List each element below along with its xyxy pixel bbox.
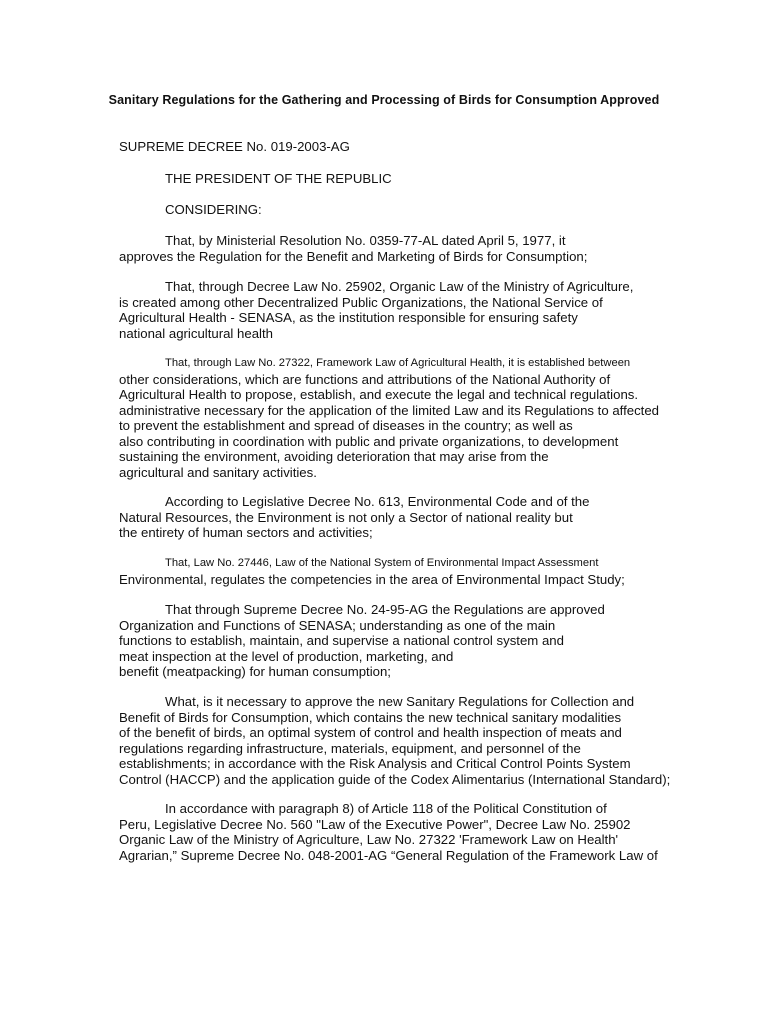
paragraph-line: functions to establish, maintain, and supervise a national control system and xyxy=(119,633,564,648)
paragraph-3 xyxy=(119,356,659,480)
paragraph-line: establishments; in accordance with the Risk Analysis and Critical Control Points System xyxy=(119,756,631,771)
paragraph-line: approves the Regulation for the Benefit and Marketing of Birds for Consumption; xyxy=(119,248,588,264)
paragraph-line: sustaining the environment, avoiding deterioration that may arise from the xyxy=(119,449,549,464)
paragraph-line: Benefit of Birds for Consumption, which contains the new technical sanitary modalities xyxy=(119,709,622,725)
paragraph-line: Environmental, regulates the competencies in the area of Environmental Impact Study; xyxy=(119,571,625,587)
decree-heading xyxy=(119,139,350,155)
paragraph-line: That, through Law No. 27322, Framework Law of Agricultural Health, it is established between xyxy=(165,357,631,369)
paragraph-5 xyxy=(119,556,625,587)
paragraph-line: the entirety of human sectors and activities; xyxy=(119,525,373,540)
paragraph-line: other considerations, which are functions and attributions of the National Authority of xyxy=(119,371,611,387)
paragraph-line: Organization and Functions of SENASA; understanding as one of the main xyxy=(119,617,556,633)
president-text: THE PRESIDENT OF THE REPUBLIC xyxy=(165,171,392,186)
paragraph-line: What, is it necessary to approve the new Sanitary Regulations for Collection and xyxy=(165,694,635,709)
paragraph-line: Agricultural Health to propose, establish, and execute the legal and technical regulations. xyxy=(119,387,639,402)
paragraph-line: That, Law No. 27446, Law of the National System of Environmental Impact Assessment xyxy=(165,557,599,569)
paragraph-6 xyxy=(119,602,605,680)
considering-text: CONSIDERING: xyxy=(165,202,262,217)
paragraph-line: to prevent the establishment and spread of diseases in the country; as well as xyxy=(119,418,573,433)
paragraph-line: national agricultural health xyxy=(119,325,273,341)
paragraph-line: That, by Ministerial Resolution No. 0359-77-AL dated April 5, 1977, it xyxy=(165,233,566,248)
paragraph-line: Agrarian,” Supreme Decree No. 048-2001-AG “General Regulation of the Framework Law of xyxy=(119,847,658,863)
paragraph-1 xyxy=(119,233,587,264)
paragraph-line: of the benefit of birds, an optimal system of control and health inspection of meats and xyxy=(119,725,622,740)
president-line xyxy=(119,171,392,187)
paragraph-line: Control (HACCP) and the application guide of the Codex Alimentarius (International Standard); xyxy=(119,771,671,787)
paragraph-7 xyxy=(119,694,670,787)
paragraph-line: In accordance with paragraph 8) of Article 118 of the Political Constitution of xyxy=(165,801,607,816)
decree-heading-text: SUPREME DECREE No. 019-2003-AG xyxy=(119,139,350,154)
paragraph-line: According to Legislative Decree No. 613, Environmental Code and of the xyxy=(165,494,590,509)
paragraph-line: Peru, Legislative Decree No. 560 "Law of the Executive Power", Decree Law No. 25902 xyxy=(119,816,631,832)
paragraph-line: That, through Decree Law No. 25902, Organic Law of the Ministry of Agriculture, xyxy=(165,279,634,294)
paragraph-line: Agricultural Health - SENASA, as the institution responsible for ensuring safety xyxy=(119,310,578,325)
considering-line xyxy=(119,202,262,218)
paragraph-line: agricultural and sanitary activities. xyxy=(119,464,317,480)
paragraph-line: Organic Law of the Ministry of Agriculture, Law No. 27322 'Framework Law on Health' xyxy=(119,832,619,847)
paragraph-line: Natural Resources, the Environment is not only a Sector of national reality but xyxy=(119,509,573,525)
paragraph-8 xyxy=(119,801,658,863)
paragraph-line: That through Supreme Decree No. 24-95-AG the Regulations are approved xyxy=(165,602,605,617)
paragraph-line: is created among other Decentralized Public Organizations, the National Service of xyxy=(119,294,603,310)
paragraph-2 xyxy=(119,279,633,341)
paragraph-line: benefit (meatpacking) for human consumption; xyxy=(119,664,391,679)
paragraph-line: regulations regarding infrastructure, materials, equipment, and personnel of the xyxy=(119,740,581,756)
paragraph-4 xyxy=(119,494,589,541)
document-title: Sanitary Regulations for the Gathering and Processing of Birds for Consumption Approved xyxy=(108,93,660,107)
paragraph-line: administrative necessary for the application of the limited Law and its Regulations to affected xyxy=(119,402,660,418)
paragraph-line: also contributing in coordination with public and private organizations, to development xyxy=(119,433,619,449)
paragraph-line: meat inspection at the level of production, marketing, and xyxy=(119,648,454,664)
